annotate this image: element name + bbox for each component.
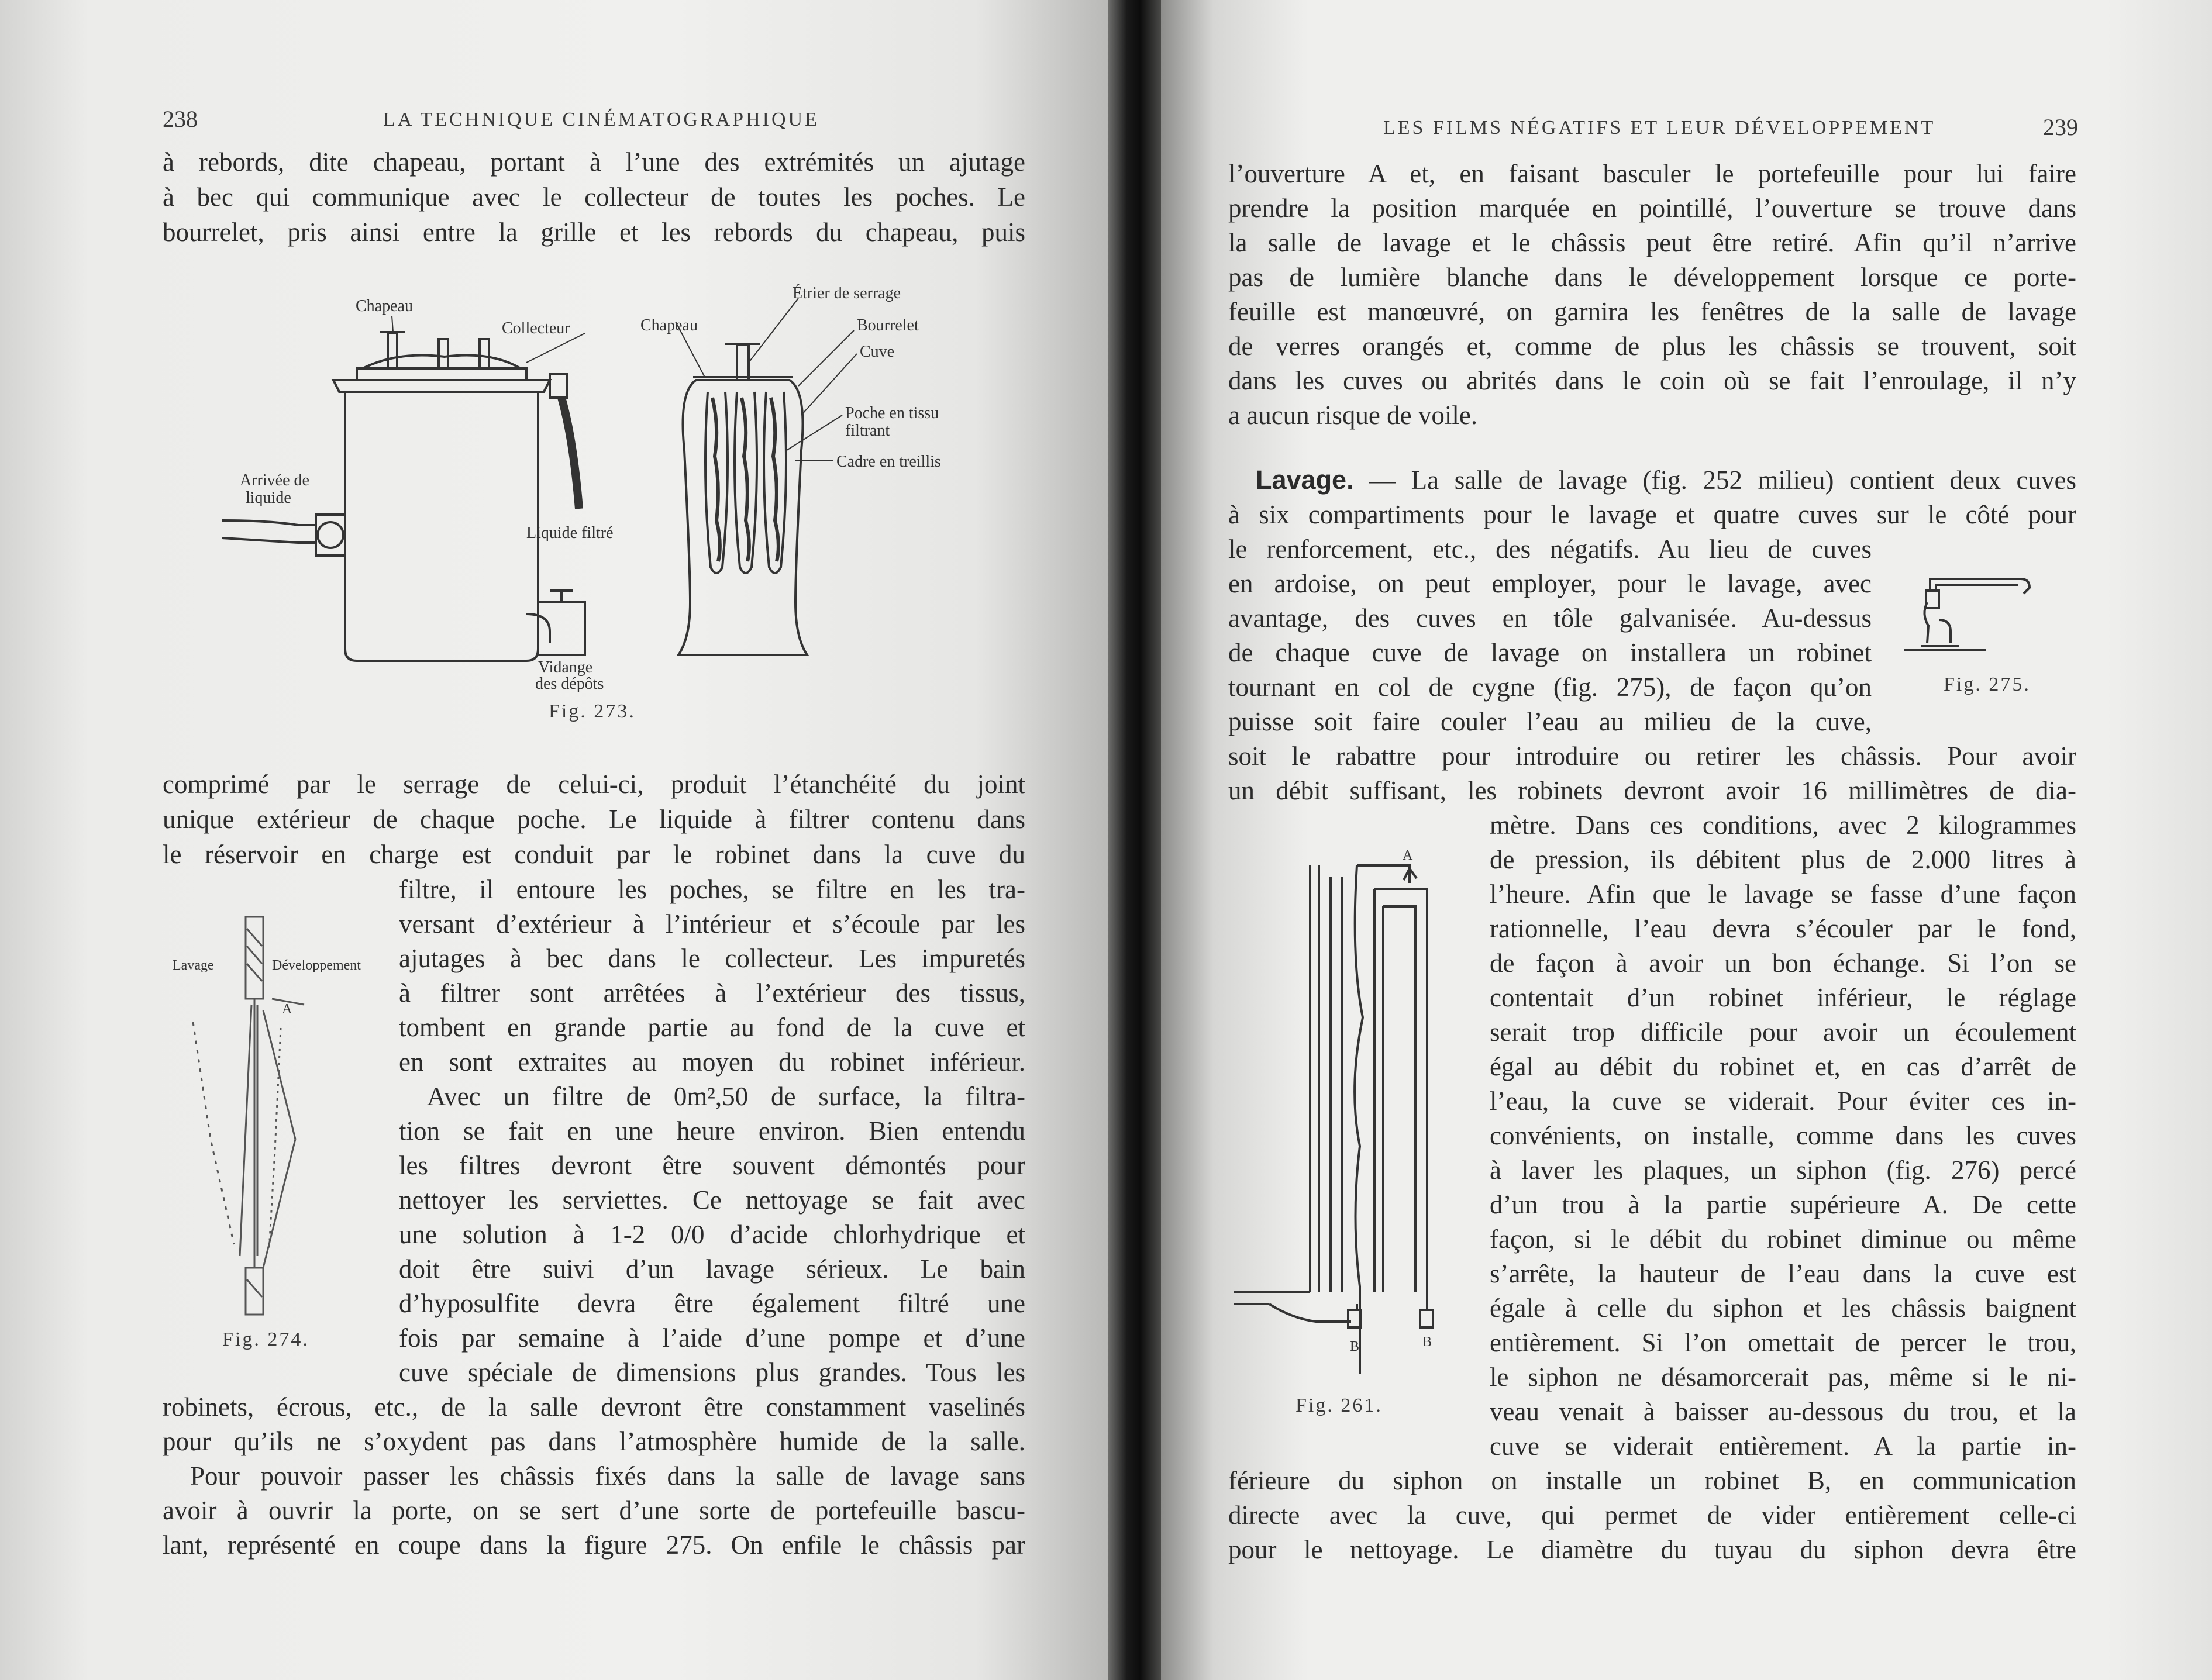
text-line: prendre la position marquée en pointillé, l’ouverture se trouve dans	[1228, 194, 2076, 223]
text-line: veau venait à baisser au-dessous du trou, et la	[1490, 1397, 2076, 1426]
label-a-274: A	[282, 1002, 292, 1017]
label-cadre: Cadre en treillis	[836, 453, 941, 471]
text-line: s’arrête, la hauteur de l’eau dans la cuve est	[1490, 1259, 2076, 1288]
text-line: de chaque cuve de lavage on installera un robinet	[1228, 638, 1872, 667]
text-line: à laver les plaques, un siphon (fig. 276) percé	[1490, 1155, 2076, 1185]
text-line: l’ouverture A et, en faisant basculer le portefeuille pour lui faire	[1228, 159, 2076, 188]
text-line: l’eau, la cuve se viderait. Pour éviter ces in-	[1490, 1086, 2076, 1116]
text-line: le siphon ne désamorcerait pas, même si le ni-	[1490, 1362, 2076, 1392]
text-line: cuve spéciale de dimensions plus grandes. Tous les	[399, 1358, 1025, 1387]
text-line: robinets, écrous, etc., de la salle devront être constamment vaselinés	[163, 1392, 1025, 1422]
label-chapeau-left: Chapeau	[356, 297, 413, 315]
text-line: bourrelet, pris ainsi entre la grille et les rebords du chapeau, puis	[163, 218, 1025, 247]
label-developpement: Développement	[272, 958, 361, 973]
right-page	[1161, 0, 2212, 1680]
text-line: d’hyposulfite devra être également filtré une	[399, 1289, 1025, 1318]
text-line: à six compartiments pour le lavage et quatre cuves sur le côté pour	[1228, 500, 2076, 529]
text-line: nettoyer les serviettes. Ce nettoyage se fait avec	[399, 1185, 1025, 1215]
text-line: lant, représenté en coupe dans la figure 275. On enfile le châssis par	[163, 1530, 1025, 1560]
label-chapeau-right: Chapeau	[640, 316, 698, 334]
text-line: Avec un filtre de 0m²,50 de surface, la filtra-	[427, 1082, 1025, 1111]
figure-275-caption: Fig. 275.	[1944, 674, 2031, 695]
label-filtrant: filtrant	[845, 422, 890, 440]
label-collecteur: Collecteur	[502, 319, 570, 337]
text-line: Pour pouvoir passer les châssis fixés dans la salle de lavage sans	[190, 1461, 1025, 1491]
text-line: dans les cuves ou abrités dans le coin où se fait l’enroulage, il n’y	[1228, 366, 2076, 395]
book-gutter	[1108, 0, 1161, 1680]
text-line: comprimé par le serrage de celui-ci, produit l’étanchéité du joint	[163, 770, 1025, 799]
figure-261-caption: Fig. 261.	[1295, 1395, 1383, 1416]
text-line: égale à celle du siphon et les châssis baignent	[1490, 1293, 2076, 1323]
text-line: en ardoise, on peut employer, pour le lavage, avec	[1228, 569, 1872, 598]
text-line: les filtres devront être souvent démontés pour	[399, 1151, 1025, 1180]
label-vidange: Vidange	[538, 658, 593, 677]
text-line: tombent en grande partie au fond de la cuve et	[399, 1013, 1025, 1042]
text-line: de verres orangés et, comme de plus les châssis se trouvent, soit	[1228, 332, 2076, 361]
text-line: a aucun risque de voile.	[1228, 401, 1478, 430]
text-line: en sont extraites au moyen du robinet inférieur.	[399, 1047, 1025, 1077]
text-line: puisse soit faire couler l’eau au milieu de la cuve,	[1228, 707, 1872, 736]
text-line: pour le nettoyage. Le diamètre du tuyau du siphon devra être	[1228, 1535, 2076, 1564]
text-line: serait trop difficile pour avoir un écoulement	[1490, 1017, 2076, 1047]
text-line: le renforcement, etc., des négatifs. Au lieu de cuves	[1228, 534, 1872, 564]
text-line: une solution à 1-2 0/0 d’acide chlorhydrique et	[399, 1220, 1025, 1249]
text-line: mètre. Dans ces conditions, avec 2 kilogrammes	[1490, 810, 2076, 840]
text-line: doit être suivi d’un lavage sérieux. Le bain	[399, 1254, 1025, 1284]
text-line: à rebords, dite chapeau, portant à l’une des extrémités un ajutage	[163, 147, 1025, 177]
label-b2-261: B	[1422, 1334, 1432, 1350]
text-line: égal au débit du robinet et, en cas d’arrêt de	[1490, 1052, 2076, 1081]
text-line: la salle de lavage et le châssis peut être retiré. Afin qu’il n’arrive	[1228, 228, 2076, 257]
figure-273	[222, 275, 983, 731]
label-bourrelet: Bourrelet	[857, 316, 919, 334]
figure-274	[170, 905, 380, 1326]
figure-274-caption: Fig. 274.	[222, 1329, 309, 1350]
figure-275	[1904, 567, 2044, 661]
text-line: férieure du siphon on installe un robinet B, en communication	[1228, 1466, 2076, 1495]
text-line: l’heure. Afin que le lavage se fasse d’une façon	[1490, 879, 2076, 909]
label-a-261: A	[1403, 848, 1413, 863]
page-number-right: 239	[2043, 114, 2078, 140]
text-line: pour qu’ils ne s’oxydent pas dans l’atmosphère humide de la salle.	[163, 1427, 1025, 1456]
lavage-heading: Lavage.	[1256, 465, 1354, 495]
text-line: avantage, des cuves en tôle galvanisée. Au-dessus	[1228, 603, 1872, 633]
text-line: pas de lumière blanche dans le développement lorsque ce porte-	[1228, 263, 2076, 292]
text-line: cuve se viderait entièrement. A la partie in-	[1490, 1431, 2076, 1461]
text-line: d’un trou à la partie supérieure A. De cette	[1490, 1190, 2076, 1219]
text-line: ajutages à bec dans le collecteur. Les impuretés	[399, 944, 1025, 973]
text-line: unique extérieur de chaque poche. Le liquide à filtrer contenu dans	[163, 805, 1025, 834]
lavage-first-line	[1256, 463, 2076, 497]
text-line: de pression, ils débitent plus de 2.000 litres à	[1490, 845, 2076, 874]
text-line: versant d’extérieur à l’intérieur et s’écoule par les	[399, 909, 1025, 939]
label-des-depots: des dépôts	[535, 675, 604, 693]
text-line: contentait d’un robinet inférieur, le réglage	[1490, 983, 2076, 1012]
text-line: de façon à avoir un bon échange. Si l’on se	[1490, 948, 2076, 978]
text-line: rationnelle, l’eau devra s’écouler par le fond,	[1490, 914, 2076, 943]
label-lavage: Lavage	[173, 958, 214, 973]
text-line: tion se fait en une heure environ. Bien entendu	[399, 1116, 1025, 1146]
label-b1-261: B	[1350, 1339, 1360, 1354]
text-line: tournant en col de cygne (fig. 275), de façon qu’on	[1228, 672, 1872, 702]
text-line: feuille est manœuvré, on garnira les fenêtres de la salle de lavage	[1228, 297, 2076, 326]
figure-273-caption: Fig. 273.	[549, 701, 636, 722]
label-arrivee: Arrivée de	[240, 471, 309, 489]
text-line: directe avec la cuve, qui permet de vider entièrement celle-ci	[1228, 1500, 2076, 1530]
text-line: fois par semaine à l’aide d’une pompe et d’une	[399, 1323, 1025, 1353]
running-head-left: LA TECHNIQUE CINÉMATOGRAPHIQUE	[383, 109, 819, 130]
text-line: à filtrer sont arrêtées à l’extérieur des tissus,	[399, 978, 1025, 1008]
text-line: soit le rabattre pour introduire ou retirer les châssis. Pour avoir	[1228, 741, 2076, 771]
text-line: façon, si le débit du robinet diminue ou même	[1490, 1224, 2076, 1254]
text-line: le réservoir en charge est conduit par le robinet dans la cuve du	[163, 840, 1025, 869]
label-poche: Poche en tissu	[845, 404, 939, 422]
text-line: convénients, on installe, comme dans les cuves	[1490, 1121, 2076, 1150]
label-liquide-filtre: Liquide filtré	[526, 524, 614, 542]
running-head-right: LES FILMS NÉGATIFS ET LEUR DÉVELOPPEMENT	[1383, 117, 1936, 139]
lavage-first-line-rest: — La salle de lavage (fig. 252 milieu) contient deux cuves	[1353, 465, 2076, 495]
figure-261	[1234, 842, 1456, 1380]
label-cuve: Cuve	[860, 343, 895, 361]
text-line: filtre, il entoure les poches, se filtre en les tra-	[399, 875, 1025, 904]
text-line: à bec qui communique avec le collecteur de toutes les poches. Le	[163, 182, 1025, 212]
text-line: entièrement. Si l’on omettait de percer le trou,	[1490, 1328, 2076, 1357]
text-line: avoir à ouvrir la porte, on se sert d’une sorte de portefeuille bascu-	[163, 1496, 1025, 1525]
label-liquide: liquide	[246, 489, 291, 507]
label-etrier: Étrier de serrage	[793, 284, 901, 302]
page-number-left: 238	[163, 106, 198, 132]
text-line: un débit suffisant, les robinets devront avoir 16 millimètres de dia-	[1228, 776, 2076, 805]
